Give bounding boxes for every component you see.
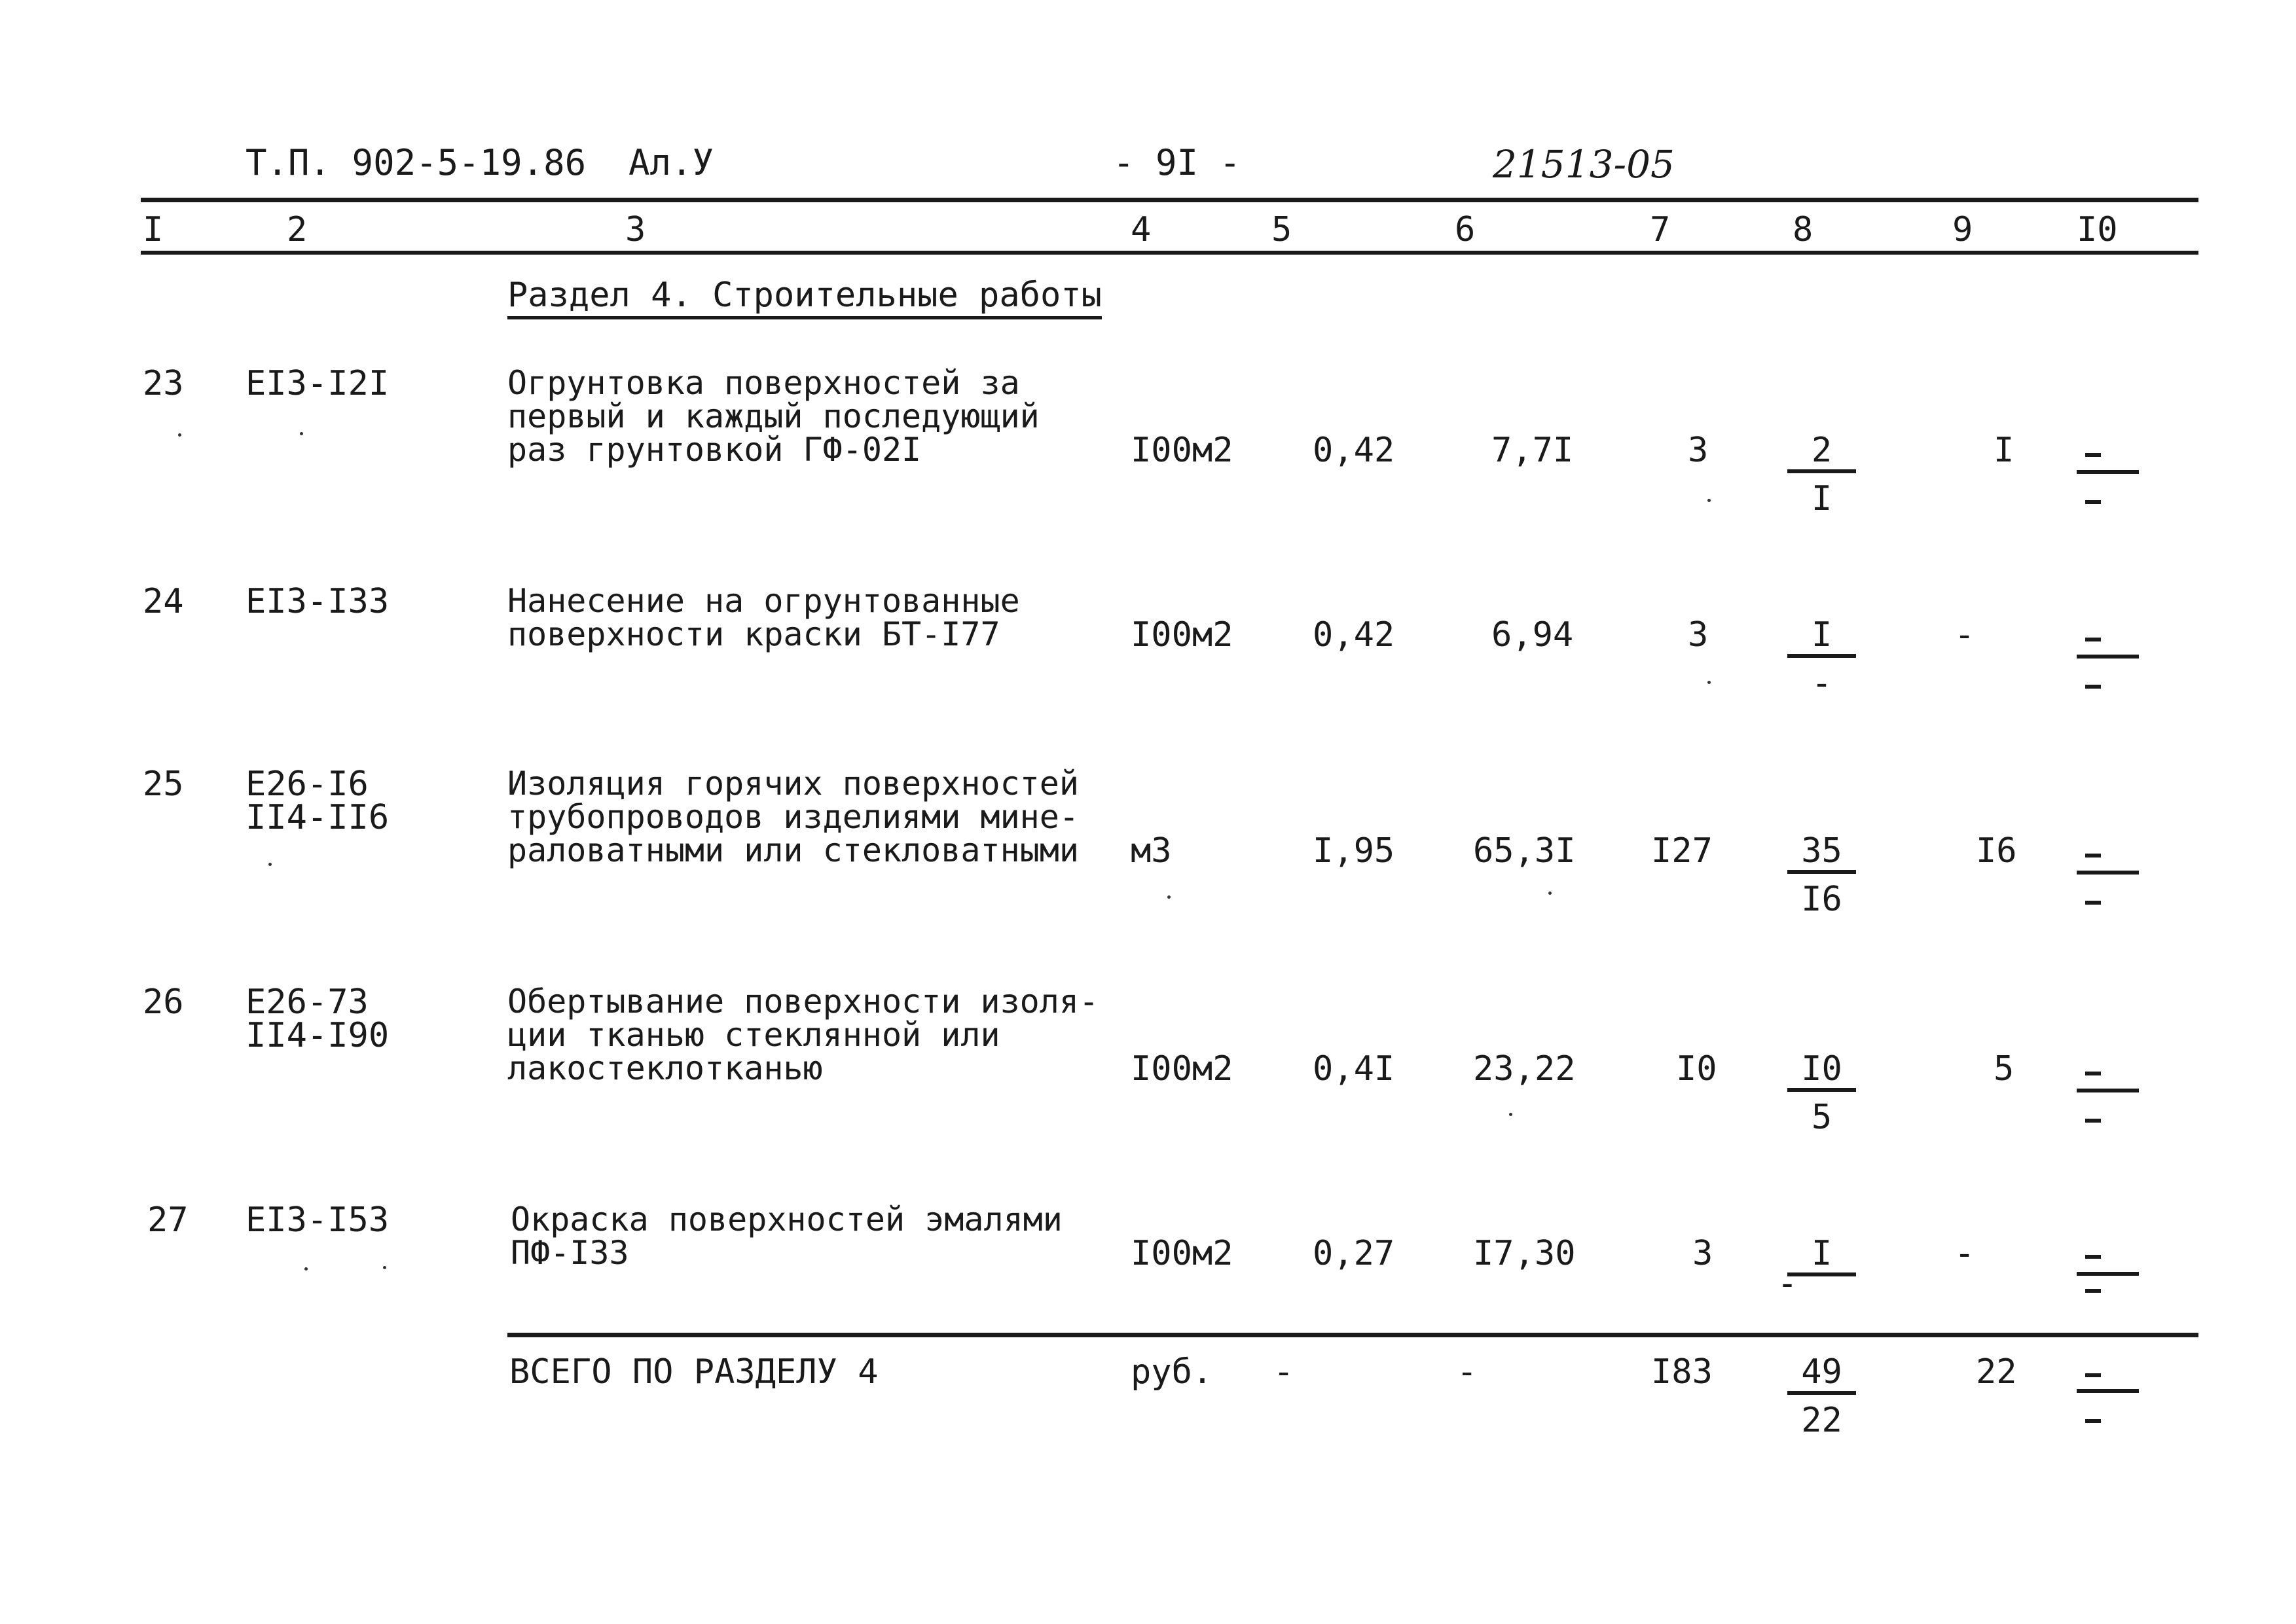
row-qty: 0,4I	[1313, 1049, 1395, 1089]
col-num-4: 4	[1131, 210, 1152, 249]
total-c10-rule	[2077, 1389, 2139, 1393]
row-desc-line1: Окраска поверхностей эмалями	[511, 1200, 1063, 1238]
row-desc-line1: Изоляция горячих поверхностей	[507, 765, 1079, 803]
row-num: 24	[143, 582, 184, 621]
row-c8-top: I0	[1787, 1052, 1856, 1092]
row-c9: -	[1954, 1234, 1975, 1273]
row-total: 3	[1688, 615, 1709, 655]
row-c10-rule	[2077, 871, 2139, 875]
row-num: 23	[143, 364, 184, 403]
row-code: Е26-I6	[246, 765, 369, 804]
row-unit: I00м2	[1131, 1234, 1233, 1273]
row-num: 27	[147, 1200, 189, 1240]
scan-speck	[1167, 895, 1171, 899]
row-desc-line2: первый и каждый последующий	[507, 397, 1040, 435]
row-desc-line2: ПФ-I33	[511, 1234, 629, 1272]
col-num-2: 2	[287, 210, 308, 249]
header-rule	[141, 198, 2198, 202]
row-c8-bottom: -	[1811, 664, 1832, 703]
scan-speck	[300, 432, 303, 435]
row-c10-rule	[2077, 655, 2139, 659]
scan-speck	[1509, 1113, 1512, 1116]
row-total: I0	[1676, 1049, 1717, 1089]
col-num-8: 8	[1793, 210, 1813, 249]
total-qty: -	[1273, 1352, 1294, 1392]
row-desc-line1: Обертывание поверхности изоля-	[507, 983, 1099, 1020]
row-code-2: II4-I90	[246, 1016, 390, 1055]
row-num: 25	[143, 765, 184, 804]
row-total: I27	[1651, 831, 1713, 871]
total-sum: I83	[1651, 1352, 1713, 1392]
row-c10-rule	[2077, 470, 2139, 474]
section-title: Раздел 4. Строительные работы	[507, 278, 1102, 319]
total-label: ВСЕГО ПО РАЗДЕЛУ 4	[509, 1352, 879, 1392]
row-total: 3	[1692, 1234, 1713, 1273]
row-c8-top: I	[1787, 618, 1856, 658]
row-unit: I00м2	[1131, 431, 1233, 470]
total-price: -	[1457, 1352, 1478, 1392]
scan-speck	[304, 1267, 308, 1271]
row-c10-top-dash	[2085, 1255, 2101, 1259]
scan-speck	[383, 1266, 386, 1269]
row-unit: м3	[1131, 831, 1172, 871]
row-c10-top-dash	[2085, 453, 2101, 457]
row-c10-rule	[2077, 1089, 2139, 1092]
row-desc-line2: трубопроводов изделиями мине-	[507, 798, 1079, 836]
row-price: 65,3I	[1473, 831, 1576, 871]
row-c9: 5	[1994, 1049, 2014, 1089]
scan-speck	[1707, 681, 1711, 684]
page-number: - 9I -	[1113, 142, 1241, 183]
total-c10-top-dash	[2085, 1373, 2101, 1377]
row-code: ЕI3-I2I	[246, 364, 390, 403]
row-c8-top: I	[1787, 1236, 1856, 1276]
row-code: Е26-73	[246, 983, 369, 1022]
row-desc-line1: Огрунтовка поверхностей за	[507, 364, 1020, 402]
total-c10-bottom-dash	[2085, 1419, 2101, 1423]
row-c10-bottom-dash	[2085, 1289, 2101, 1293]
row-c8-top: 2	[1787, 433, 1856, 473]
row-c9: I6	[1976, 831, 2017, 871]
row-c10-top-dash	[2085, 854, 2101, 857]
total-c8-bottom: 22	[1801, 1401, 1842, 1440]
total-unit: руб.	[1131, 1352, 1213, 1392]
doc-code: Т.П. 902-5-19.86	[246, 142, 587, 183]
col-num-3: 3	[625, 210, 646, 249]
row-desc-line3: раз грунтовкой ГФ-02I	[507, 431, 922, 469]
row-desc-line3: лакостеклотканью	[507, 1049, 823, 1087]
scan-speck	[178, 433, 181, 437]
row-code-2: II4-II6	[246, 798, 390, 837]
row-c10-top-dash	[2085, 638, 2101, 641]
total-rule	[507, 1333, 2198, 1337]
row-c9: I	[1994, 431, 2014, 470]
album-label: Ал.У	[629, 142, 714, 183]
row-unit: I00м2	[1131, 615, 1233, 655]
row-c10-top-dash	[2085, 1072, 2101, 1075]
row-c10-rule	[2077, 1272, 2139, 1276]
col-num-10: I0	[2077, 210, 2118, 249]
row-desc-line2: ции тканью стеклянной или	[507, 1016, 1000, 1054]
row-unit: I00м2	[1131, 1049, 1233, 1089]
row-qty: 0,42	[1313, 431, 1395, 470]
row-code: ЕI3-I33	[246, 582, 390, 621]
scan-speck	[1548, 892, 1552, 895]
scan-speck	[1707, 499, 1711, 502]
row-c8-bottom: -	[1777, 1264, 1798, 1303]
row-qty: 0,27	[1313, 1234, 1395, 1273]
row-total: 3	[1688, 431, 1709, 470]
row-c10-bottom-dash	[2085, 500, 2101, 504]
row-qty: 0,42	[1313, 615, 1395, 655]
column-rule	[141, 251, 2198, 255]
row-desc-line3: раловатными или стекловатными	[507, 831, 1079, 869]
row-num: 26	[143, 983, 184, 1022]
row-c10-bottom-dash	[2085, 901, 2101, 905]
row-c8-bottom: I	[1811, 479, 1832, 518]
row-price: 6,94	[1491, 615, 1574, 655]
row-price: I7,30	[1473, 1234, 1576, 1273]
row-c8-bottom: 5	[1811, 1098, 1832, 1137]
row-desc-line2: поверхности краски БТ-I77	[507, 615, 1000, 653]
scan-speck	[268, 863, 272, 866]
col-num-1: I	[143, 210, 164, 249]
row-c9: -	[1954, 615, 1975, 655]
col-num-9: 9	[1952, 210, 1973, 249]
doc-number: 21513-05	[1493, 142, 1675, 187]
row-code: ЕI3-I53	[246, 1200, 390, 1240]
total-c8-top: 49	[1787, 1355, 1856, 1395]
row-qty: I,95	[1313, 831, 1395, 871]
row-c10-bottom-dash	[2085, 1119, 2101, 1123]
col-num-7: 7	[1650, 210, 1671, 249]
row-c8-bottom: I6	[1801, 880, 1842, 919]
row-c8-top: 35	[1787, 834, 1856, 874]
row-c10-bottom-dash	[2085, 685, 2101, 689]
col-num-5: 5	[1271, 210, 1292, 249]
row-price: 7,7I	[1491, 431, 1574, 470]
total-c9: 22	[1976, 1352, 2017, 1392]
row-desc-line1: Нанесение на огрунтованные	[507, 582, 1020, 620]
row-price: 23,22	[1473, 1049, 1576, 1089]
col-num-6: 6	[1455, 210, 1476, 249]
